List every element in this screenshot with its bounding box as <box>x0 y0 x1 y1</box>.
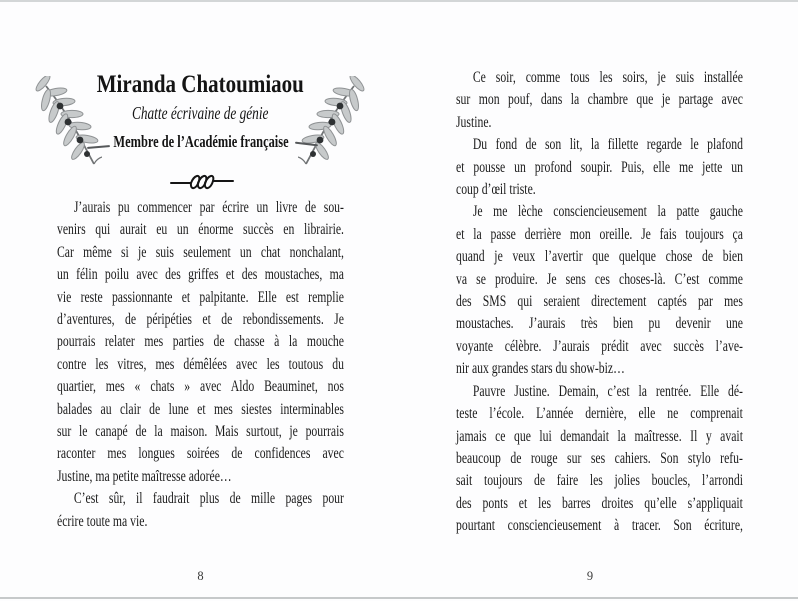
text-line: Ce soir, comme tous les soirs, je suis installée <box>472 69 743 86</box>
page-text <box>57 197 449 533</box>
text-line: J’aurais pu commencer par écrire un livre de sou- <box>73 199 344 216</box>
text-line: venirs qui aurait eu un énorme succès en librairie. <box>57 221 344 239</box>
bottom-edge-line <box>0 597 798 599</box>
text-line: Je me lèche consciencieusement la patte gauche <box>472 203 743 221</box>
text-line: pourrais relater mes parties de chasse à la mouche <box>57 333 344 351</box>
text-line: coup d’œil triste. <box>456 181 536 199</box>
page-text <box>456 67 798 538</box>
text-line: pourtant consciencieusement à tracer. Son écriture, <box>456 517 743 535</box>
text-line: d’aventures, de péripéties et de rebondissements. Je <box>57 311 344 329</box>
text-line: raconter mes longues soirées de confidences avec <box>57 445 344 463</box>
page-number: 9 <box>586 569 594 583</box>
text-line: Pauvre Justine. Demain, c’est la rentrée. Elle dé- <box>472 382 743 400</box>
author-subtitle: Chatte écrivaine de génie <box>132 103 269 123</box>
text-line: va se produire. Je sens ces choses-là. C’est comme <box>456 270 743 288</box>
text-line: moustaches. J’aurais très bien pu devenir une <box>456 315 743 333</box>
text-line: sait toujours de faire les jolies boucles, l’arrondi <box>456 472 743 490</box>
text-line: nir aux grandes stars du show-biz… <box>456 360 625 378</box>
text-line: sur mon pouf, dans la chambre que je partage avec <box>456 91 743 109</box>
text-line: et pousse un profond soupir. Puis, elle me jette un <box>456 158 743 176</box>
page-number: 8 <box>197 569 204 583</box>
text-line: écrire toute ma vie. <box>57 512 148 530</box>
author-affiliation: Membre de l’Académie française <box>112 132 289 151</box>
text-line: Car même si je suis seulement un chat nonchalant, <box>57 243 344 261</box>
text-line: balades au clair de lune et mes siestes interminables <box>57 400 344 418</box>
author-name: Miranda Chatoumiaou <box>96 71 305 98</box>
rope-twist-divider-icon <box>170 172 234 192</box>
text-line: des SMS qui seraient directement captés par mes <box>456 293 743 311</box>
text-line: Du fond de son lit, la fillette regarde le plafond <box>472 136 743 154</box>
text-line: voyante célèbre. J’aurais prédit avec succès l’ave- <box>456 337 743 355</box>
text-line: beaucoup de rouge sur ses cahiers. Son stylo refu- <box>456 449 743 467</box>
text-line: jamais ce que lui demandait la maîtresse. Il y avait <box>456 427 743 445</box>
text-line: des ponts et les barres droites qu’elle s’appliquait <box>456 494 743 512</box>
text-line: vie reste passionnante et palpitante. Elle est remplie <box>57 288 344 306</box>
text-line: sur le canapé de la maison. Mais surtout, je pourrais <box>57 423 344 441</box>
text-line: Justine, ma petite maîtresse adorée… <box>57 467 232 485</box>
right-page <box>399 0 798 601</box>
text-line: et la passe derrière mon oreille. Je fais toujours ça <box>456 225 743 243</box>
text-line: teste l’école. L’année dernière, elle ne comprenait <box>456 405 743 423</box>
text-line: un félin poilu avec des griffes et des moustaches, ma <box>57 266 344 284</box>
text-line: C’est sûr, il faudrait plus de mille pages pour <box>73 490 344 508</box>
text-line: quand je veux l’avertir que quelque chose de bien <box>456 248 743 266</box>
text-line: quartier, mes « chats » avec Aldo Beauminet, nos <box>57 378 344 396</box>
text-line: contre les vitres, mes démêlées avec les toutous du <box>57 355 344 373</box>
text-line: Justine. <box>456 113 492 131</box>
